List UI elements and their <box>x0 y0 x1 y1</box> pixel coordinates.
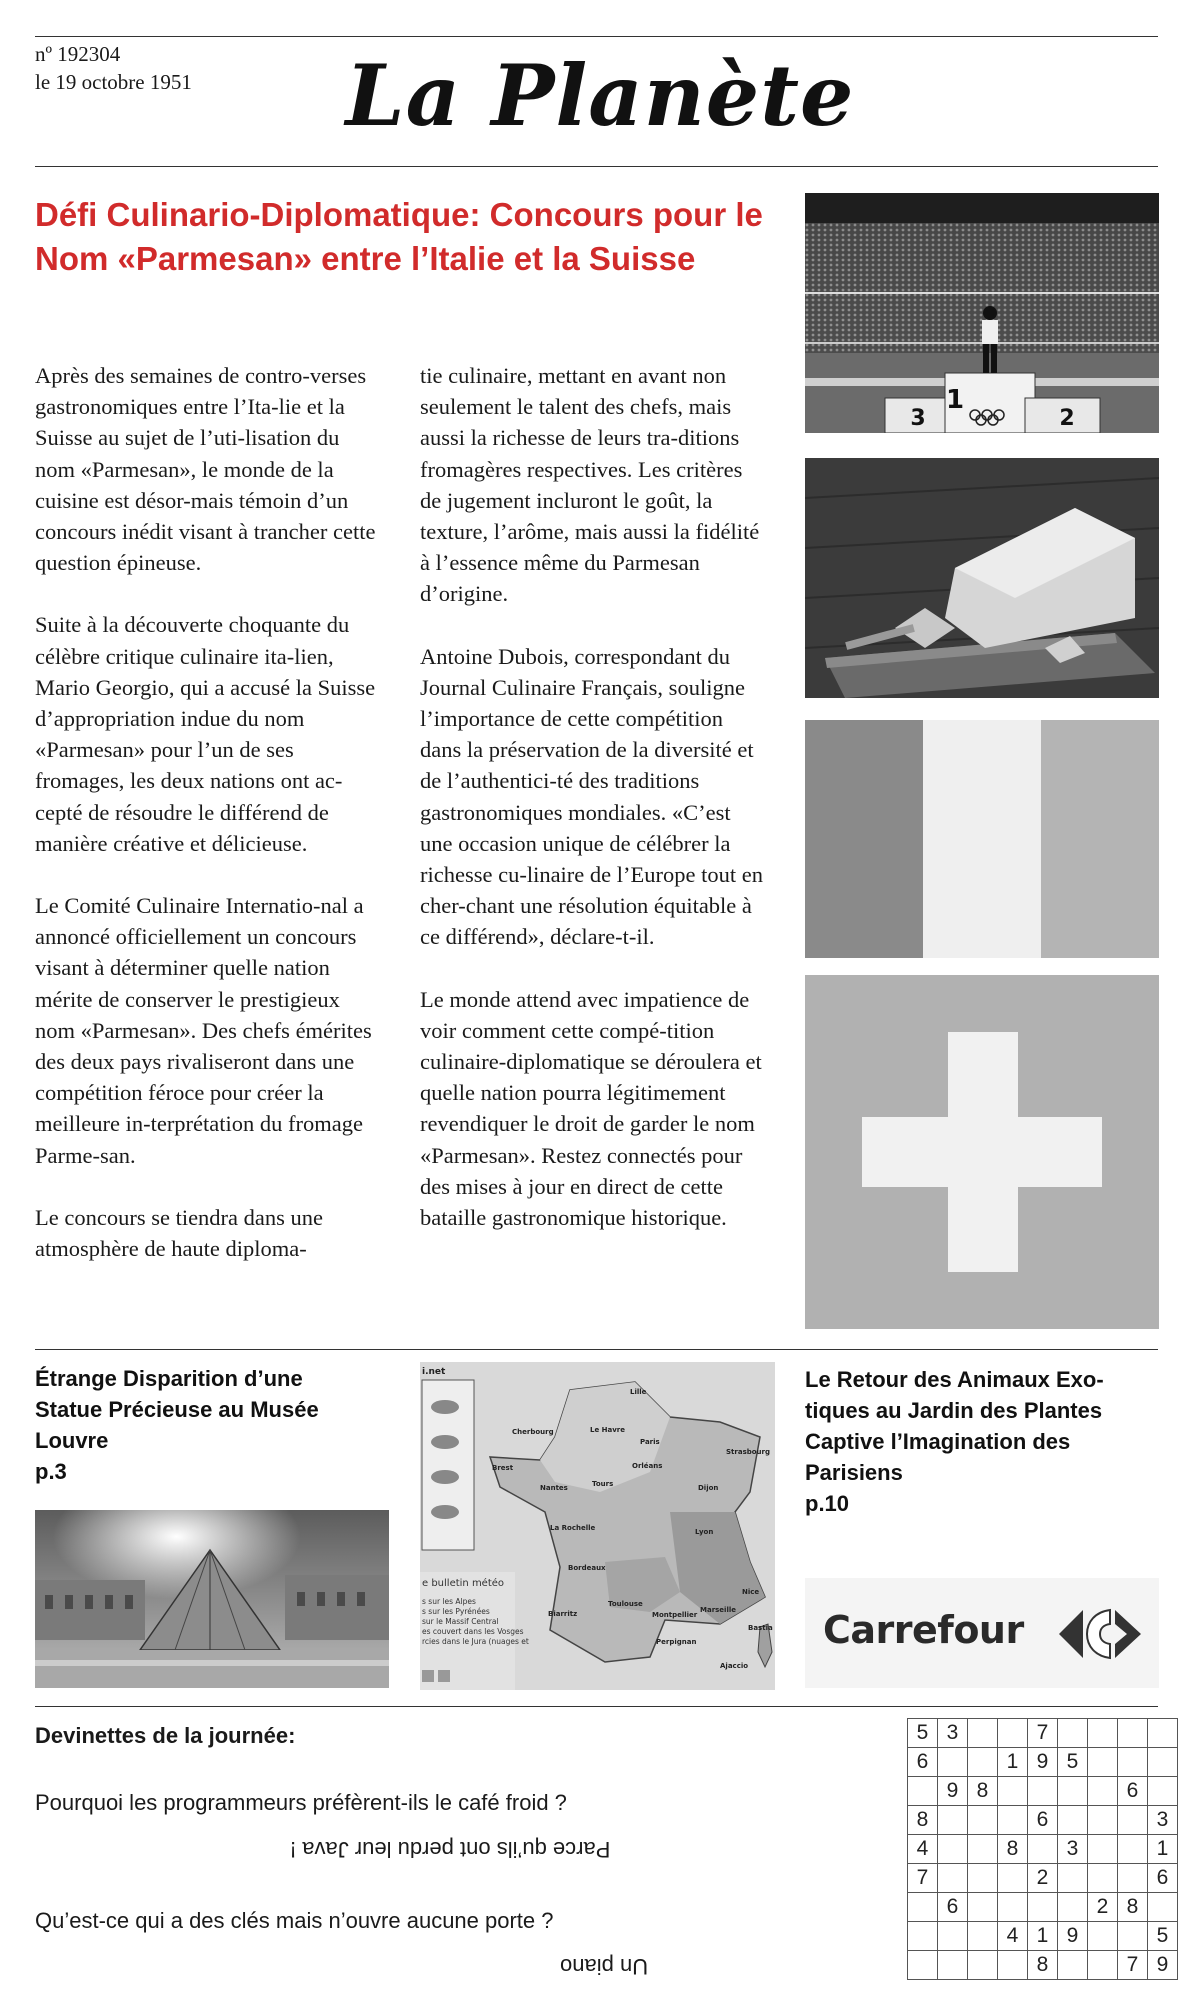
riddle-question: Pourquoi les programmeurs préfèrent-ils le café froid ? <box>35 1790 567 1815</box>
sudoku-cell[interactable] <box>968 1748 998 1777</box>
map-bulletin-line: s sur les Alpes <box>422 1597 476 1606</box>
article-paragraph: Après des semaines de contro-verses gastronomiques entre l’Ita-lie et la Suisse au sujet de l’uti-lisation du nom «Parmesan», le monde de la cuisine est désor-mais témoin d’un concours inédit visant à trancher cette question épineuse. <box>35 363 376 576</box>
issue-info <box>35 40 192 96</box>
map-city-label: Marseille <box>700 1606 737 1614</box>
carrefour-logo-icon <box>1055 1606 1145 1662</box>
sudoku-cell[interactable]: 3 <box>1058 1835 1088 1864</box>
sudoku-cell[interactable]: 9 <box>938 1777 968 1806</box>
sudoku-cell[interactable] <box>968 1835 998 1864</box>
map-city-label: La Rochelle <box>550 1524 596 1532</box>
sudoku-cell[interactable]: 9 <box>1148 1951 1178 1980</box>
sudoku-cell[interactable] <box>1088 1719 1118 1748</box>
sudoku-cell[interactable]: 6 <box>908 1748 938 1777</box>
animals-teaser[interactable] <box>805 1364 1165 1519</box>
carrefour-ad[interactable] <box>805 1578 1159 1688</box>
sudoku-cell[interactable] <box>1088 1951 1118 1980</box>
map-city-label: Bastia <box>748 1624 773 1632</box>
map-city-label: Toulouse <box>608 1600 643 1608</box>
map-city-label: Brest <box>492 1464 514 1472</box>
sudoku-cell[interactable] <box>908 1893 938 1922</box>
map-city-label: Strasbourg <box>726 1448 770 1456</box>
louvre-teaser-title[interactable]: Étrange Disparition d’une Statue Précieuse au Musée Louvre <box>35 1366 319 1453</box>
map-city-label: Nice <box>742 1588 760 1596</box>
sudoku-cell[interactable] <box>938 1835 968 1864</box>
sudoku-row <box>908 1893 1178 1922</box>
map-city-label: Lyon <box>695 1528 714 1536</box>
sudoku-cell[interactable]: 1 <box>1148 1835 1178 1864</box>
sudoku-cell[interactable] <box>1118 1864 1148 1893</box>
issue-number: nº 192304 <box>35 42 121 66</box>
top-rule <box>35 36 1158 37</box>
sudoku-cell[interactable] <box>968 1719 998 1748</box>
sudoku-cell[interactable]: 3 <box>1148 1806 1178 1835</box>
sudoku-cell[interactable]: 8 <box>998 1835 1028 1864</box>
masthead-rule <box>35 166 1158 167</box>
sudoku-cell[interactable] <box>968 1922 998 1951</box>
sudoku-cell[interactable] <box>938 1951 968 1980</box>
sudoku-cell[interactable] <box>1118 1748 1148 1777</box>
sudoku-grid[interactable] <box>907 1718 1178 1980</box>
masthead: La Planète <box>345 46 855 145</box>
sudoku-cell[interactable]: 4 <box>998 1922 1028 1951</box>
sudoku-cell[interactable]: 8 <box>908 1806 938 1835</box>
sudoku-cell[interactable]: 8 <box>968 1777 998 1806</box>
sudoku-cell[interactable] <box>1058 1893 1088 1922</box>
map-city-label: Tours <box>592 1480 614 1488</box>
sudoku-cell[interactable] <box>1058 1806 1088 1835</box>
sudoku-cell[interactable] <box>1088 1835 1118 1864</box>
sudoku-cell[interactable] <box>998 1893 1028 1922</box>
article-column-1 <box>35 360 380 1295</box>
map-city-label: Perpignan <box>656 1638 697 1646</box>
map-city-label: Dijon <box>698 1484 719 1492</box>
sudoku-cell[interactable] <box>1088 1806 1118 1835</box>
podium-label-1: 1 <box>945 385 965 415</box>
map-bulletin-line: s sur les Pyrénées <box>422 1607 490 1616</box>
sudoku-cell[interactable] <box>1118 1806 1148 1835</box>
sudoku-cell[interactable]: 9 <box>1058 1922 1088 1951</box>
map-city-label: Bordeaux <box>568 1564 606 1572</box>
sudoku-cell[interactable] <box>998 1719 1028 1748</box>
sudoku-cell[interactable] <box>968 1864 998 1893</box>
carrefour-wordmark: Carrefour <box>823 1608 1024 1652</box>
map-city-label: Biarritz <box>548 1610 578 1618</box>
article-paragraph: Le monde attend avec impatience de voir comment cette compé-tition culinaire-diplomatique se déroulera et quelle nation pourra légitimement revendiquer le droit de garder le nom «Parmesan». Restez connectés pour des mises à jour en direct de cette bataille gastronomique historique. <box>420 986 762 1231</box>
animals-teaser-page: p.10 <box>805 1491 850 1516</box>
sudoku-cell[interactable]: 7 <box>1028 1719 1058 1748</box>
sudoku-row <box>908 1806 1178 1835</box>
map-city-label: Cherbourg <box>512 1428 554 1436</box>
sudoku-cell[interactable] <box>1148 1777 1178 1806</box>
france-weather-map <box>420 1362 775 1690</box>
podium-label-3: 3 <box>910 406 926 431</box>
sudoku-cell[interactable]: 1 <box>1028 1922 1058 1951</box>
sudoku-cell[interactable] <box>1148 1748 1178 1777</box>
map-site-label: i.net <box>422 1367 446 1377</box>
sudoku-cell[interactable] <box>1118 1835 1148 1864</box>
sudoku-cell[interactable]: 6 <box>1118 1777 1148 1806</box>
animals-teaser-title[interactable]: Le Retour des Animaux Exo-tiques au Jardin des Plantes Captive l’Imagination des Parisiens <box>805 1367 1104 1485</box>
sudoku-cell[interactable] <box>908 1777 938 1806</box>
sudoku-cell[interactable] <box>998 1951 1028 1980</box>
sudoku-cell[interactable] <box>998 1864 1028 1893</box>
riddles-rule <box>35 1706 1158 1707</box>
map-city-label: Paris <box>640 1438 660 1446</box>
article-headline: Défi Culinario-Diplomatique: Concours pour le Nom «Parmesan» entre l’Italie et la Suisse <box>35 196 763 277</box>
sudoku-cell[interactable] <box>1058 1777 1088 1806</box>
sudoku-cell[interactable]: 5 <box>1058 1748 1088 1777</box>
article-paragraph: Le Comité Culinaire Internatio-nal a annoncé officiellement un concours visant à déterminer quelle nation mérite de conserver le prestigieux nom «Parmesan». Des chefs émérites des deux pays rivaliseront dans une compétition féroce pour créer la meilleure in-terprétation du fromage Parme-san. <box>35 893 372 1168</box>
louvre-pyramid-photo <box>35 1510 389 1688</box>
riddle-question: Qu’est-ce qui a des clés mais n’ouvre aucune porte ? <box>35 1908 554 1933</box>
sudoku-row <box>908 1748 1178 1777</box>
louvre-teaser-page: p.3 <box>35 1459 67 1484</box>
sudoku-cell[interactable]: 2 <box>1028 1864 1058 1893</box>
sudoku-cell[interactable] <box>908 1922 938 1951</box>
issue-date: le 19 octobre 1951 <box>35 70 192 94</box>
map-city-label: Montpellier <box>652 1611 698 1619</box>
map-bulletin-title: e bulletin météo <box>422 1578 505 1589</box>
sudoku-row <box>908 1777 1178 1806</box>
louvre-teaser[interactable] <box>35 1363 375 1487</box>
sudoku-cell[interactable] <box>938 1806 968 1835</box>
sudoku-cell[interactable]: 3 <box>938 1719 968 1748</box>
sudoku-cell[interactable] <box>938 1922 968 1951</box>
sudoku-cell[interactable]: 9 <box>1028 1748 1058 1777</box>
map-city-label: Lille <box>630 1388 647 1396</box>
sudoku-cell[interactable] <box>1058 1951 1088 1980</box>
sudoku-row <box>908 1922 1178 1951</box>
sudoku-cell[interactable] <box>1088 1922 1118 1951</box>
sudoku-row <box>908 1835 1178 1864</box>
sudoku-cell[interactable] <box>1088 1864 1118 1893</box>
map-city-label: Orléans <box>632 1462 663 1470</box>
sudoku-cell[interactable]: 6 <box>938 1893 968 1922</box>
map-city-label: Le Havre <box>590 1426 625 1434</box>
sudoku-cell[interactable] <box>938 1864 968 1893</box>
sudoku-cell[interactable]: 5 <box>1148 1922 1178 1951</box>
sudoku-row <box>908 1864 1178 1893</box>
riddle-answer-upside-down: Parce qu’ils ont perdu leur Java ! <box>290 1837 611 1862</box>
article-paragraph: Le concours se tiendra dans une atmosphère de haute diploma- <box>35 1204 324 1262</box>
map-city-label: Ajaccio <box>720 1662 749 1670</box>
article-paragraph: Suite à la découverte choquante du célèbre critique culinaire ita-lien, Mario Georgio, qui a accusé la Suisse d’appropriation indue du nom «Parmesan» pour l’un de ses fromages, les deux nations ont ac-cepté de résoudre le différend de manière créative et délicieuse. <box>35 612 376 856</box>
riddle-answer-upside-down: Un piano <box>560 1954 649 1979</box>
sudoku-cell[interactable]: 2 <box>1088 1893 1118 1922</box>
sudoku-cell[interactable] <box>998 1777 1028 1806</box>
sudoku-cell[interactable] <box>1088 1748 1118 1777</box>
parmesan-cheese-photo <box>805 458 1159 698</box>
sudoku-cell[interactable] <box>1088 1777 1118 1806</box>
sudoku-cell[interactable]: 7 <box>1118 1951 1148 1980</box>
sudoku-cell[interactable] <box>998 1806 1028 1835</box>
article-paragraph: Antoine Dubois, correspondant du Journal Culinaire Français, souligne l’importance de cette compétition dans la préservation de la diversité et de l’authentici-té des traditions gastronomiques mondiales. «C’est une occasion unique de célébrer la richesse cu-linaire de l’Europe tout en cher-chant une résolution équitable à ce différend», déclare-t-il. <box>420 643 763 950</box>
article-column-2 <box>420 360 765 1264</box>
sudoku-cell[interactable] <box>968 1893 998 1922</box>
sudoku-cell[interactable] <box>908 1951 938 1980</box>
sudoku-row <box>908 1719 1178 1748</box>
sudoku-cell[interactable]: 7 <box>908 1864 938 1893</box>
sudoku-cell[interactable] <box>1148 1893 1178 1922</box>
sudoku-cell[interactable] <box>1118 1922 1148 1951</box>
riddles-title: Devinettes de la journée: <box>35 1723 296 1748</box>
sudoku-cell[interactable]: 8 <box>1028 1951 1058 1980</box>
sudoku-cell[interactable]: 5 <box>908 1719 938 1748</box>
sudoku-cell[interactable] <box>1058 1719 1088 1748</box>
sudoku-cell[interactable]: 4 <box>908 1835 938 1864</box>
map-city-label: Nantes <box>540 1484 568 1492</box>
sudoku-cell[interactable]: 6 <box>1148 1864 1178 1893</box>
sudoku-cell[interactable] <box>1028 1893 1058 1922</box>
sudoku-cell[interactable]: 6 <box>1028 1806 1058 1835</box>
podium-label-2: 2 <box>1059 406 1075 431</box>
sudoku-cell[interactable]: 8 <box>1118 1893 1148 1922</box>
olympic-podium-photo <box>805 193 1159 433</box>
sudoku-row <box>908 1951 1178 1980</box>
sudoku-cell[interactable] <box>1058 1864 1088 1893</box>
sudoku-cell[interactable] <box>1118 1719 1148 1748</box>
map-bulletin-line: rcies dans le Jura (nuages et <box>422 1637 529 1646</box>
sudoku-cell[interactable] <box>1148 1719 1178 1748</box>
sudoku-cell[interactable] <box>1028 1777 1058 1806</box>
map-bulletin-line: es couvert dans les Vosges <box>422 1627 524 1636</box>
sudoku-cell[interactable] <box>968 1806 998 1835</box>
sudoku-cell[interactable] <box>1028 1835 1058 1864</box>
italy-flag <box>805 720 1159 958</box>
section-rule <box>35 1349 1158 1350</box>
article-paragraph: tie culinaire, mettant en avant non seulement le talent des chefs, mais aussi la richesse de leurs tra-ditions fromagères respectives. Les critères de jugement incluront le goût, la texture, l’arôme, mais aussi la fidélité à l’essence même du Parmesan d’origine. <box>420 363 760 607</box>
map-bulletin-line: sur le Massif Central <box>422 1617 499 1626</box>
sudoku-cell[interactable] <box>938 1748 968 1777</box>
switzerland-flag <box>805 975 1159 1329</box>
sudoku-cell[interactable]: 1 <box>998 1748 1028 1777</box>
sudoku-cell[interactable] <box>968 1951 998 1980</box>
